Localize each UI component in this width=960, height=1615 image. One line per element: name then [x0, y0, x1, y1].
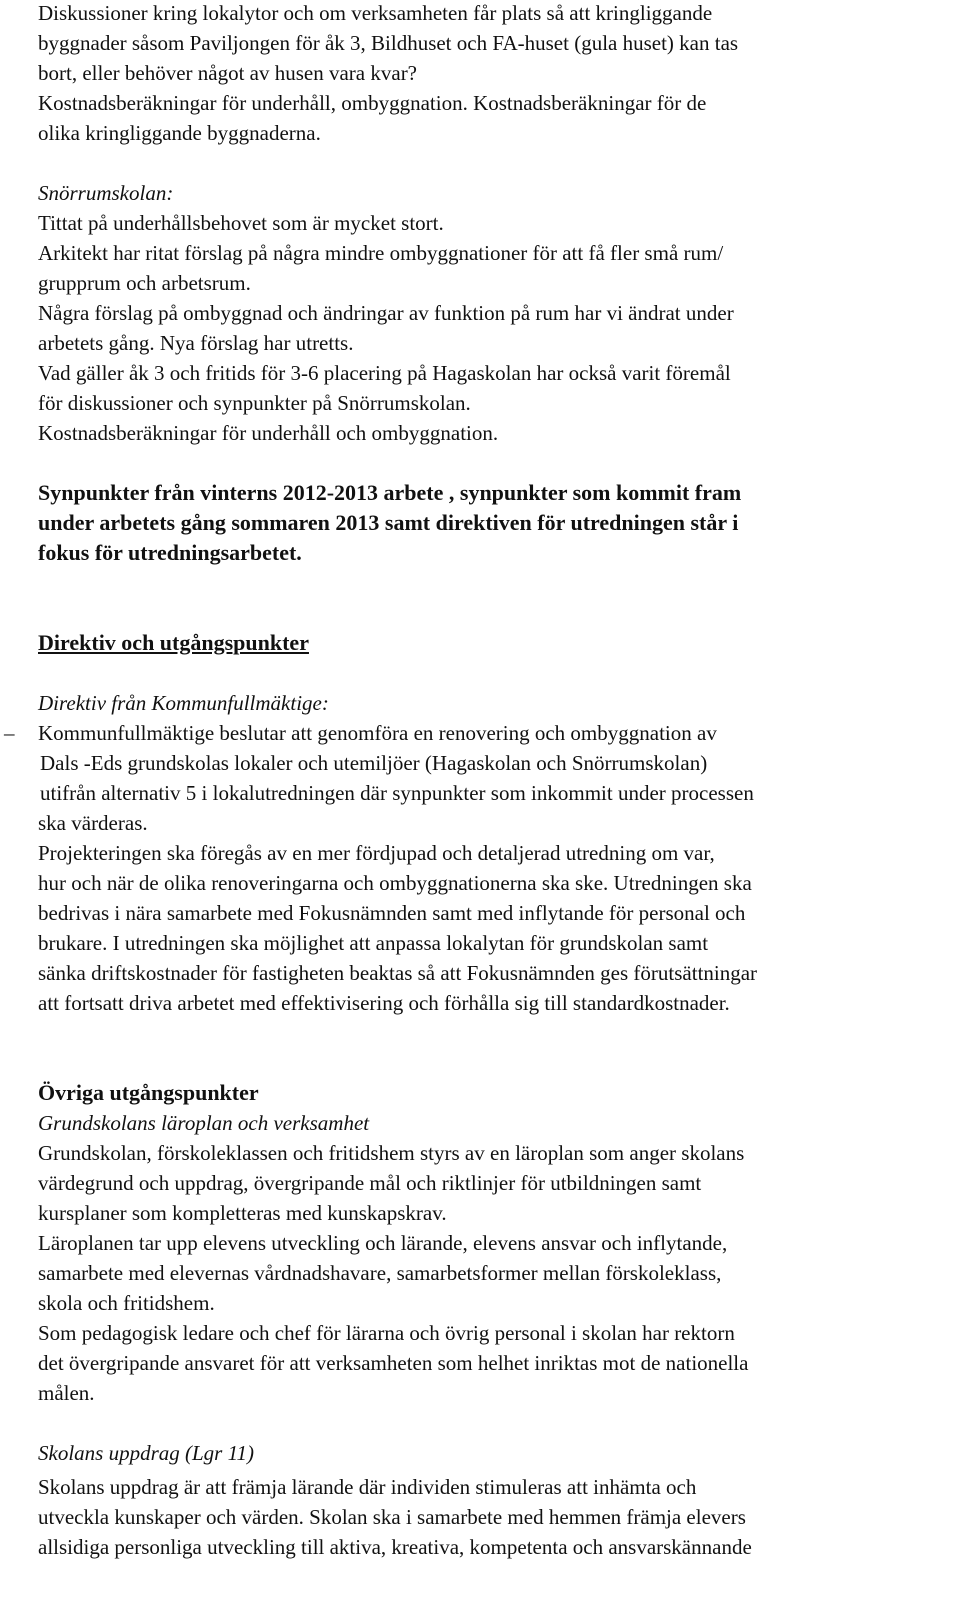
- document-body: [4, 0, 938, 1562]
- section-subheading: Grundskolans läroplan och verksamhet: [38, 1111, 370, 1135]
- text-line: allsidiga personliga utveckling till aktiva, kreativa, kompetenta och ansvarskännande: [38, 1535, 752, 1559]
- text-line: Arkitekt har ritat förslag på några mindre ombyggnationer för att få fler små rum/: [38, 241, 724, 265]
- text-line: byggnader såsom Paviljongen för åk 3, Bildhuset och FA-huset (gula huset) kan tas: [38, 31, 739, 55]
- text-line: skola och fritidshem.: [38, 1291, 215, 1315]
- ovriga-section: [38, 1078, 938, 1408]
- text-line: Skolans uppdrag är att främja lärande där individen stimuleras att inhämta och: [38, 1475, 697, 1499]
- section-subheading: Direktiv från Kommunfullmäktige:: [38, 691, 329, 715]
- section-subheading: Skolans uppdrag (Lgr 11): [38, 1441, 255, 1465]
- text-line: Vad gäller åk 3 och fritids för 3-6 placering på Hagaskolan har också varit föremål: [38, 361, 731, 385]
- snorrum-section: [38, 178, 938, 448]
- text-line: värdegrund och uppdrag, övergripande mål och riktlinjer för utbildningen samt: [38, 1171, 702, 1195]
- text-line: olika kringliggande byggnaderna.: [38, 121, 321, 145]
- bullet-line: [4, 718, 938, 748]
- text-line: Tittat på underhållsbehovet som är mycket stort.: [38, 211, 444, 235]
- dash-bullet: –: [4, 721, 15, 745]
- uppdrag-section: [38, 1438, 938, 1562]
- bold-text-line: Synpunkter från vinterns 2012-2013 arbete , synpunkter som kommit fram: [38, 480, 742, 505]
- text-line: Grundskolan, förskoleklassen och fritidshem styrs av en läroplan som anger skolans: [38, 1141, 745, 1165]
- intro-paragraph: [38, 0, 938, 148]
- bold-text-line: fokus för utredningsarbetet.: [38, 540, 302, 565]
- text-line: Några förslag på ombyggnad och ändringar av funktion på rum har vi ändrat under: [38, 301, 734, 325]
- text-line: målen.: [38, 1381, 95, 1405]
- text-line: bedrivas i nära samarbete med Fokusnämnden samt med inflytande för personal och: [38, 901, 746, 925]
- synpunkter-paragraph: [38, 478, 938, 568]
- text-line: Kostnadsberäkningar för underhåll och ombyggnation.: [38, 421, 499, 445]
- text-line: hur och när de olika renoveringarna och ombyggnationerna ska ske. Utredningen ska: [38, 871, 752, 895]
- text-line: Diskussioner kring lokalytor och om verksamheten får plats så att kringliggande: [38, 1, 713, 25]
- text-line: arbetets gång. Nya förslag har utretts.: [38, 331, 354, 355]
- text-line: utveckla kunskaper och värden. Skolan ska i samarbete med hemmen främja elevers: [38, 1505, 746, 1529]
- text-line: sänka driftskostnader för fastigheten beaktas så att Fokusnämnden ges förutsättningar: [38, 961, 758, 985]
- section-heading: Direktiv och utgångspunkter: [38, 630, 309, 655]
- section-heading: Övriga utgångspunkter: [38, 1080, 259, 1105]
- text-line: samarbete med elevernas vårdnadshavare, samarbetsformer mellan förskoleklass,: [38, 1261, 722, 1285]
- text-line: Kostnadsberäkningar för underhåll, ombyggnation. Kostnadsberäkningar för de: [38, 91, 707, 115]
- text-line: Dals -Eds grundskolas lokaler och utemiljöer (Hagaskolan och Snörrumskolan): [40, 751, 708, 775]
- text-line: brukare. I utredningen ska möjlighet att anpassa lokalytan för grundskolan samt: [38, 931, 709, 955]
- text-line: Läroplanen tar upp elevens utveckling och lärande, elevens ansvar och inflytande,: [38, 1231, 728, 1255]
- text-line: grupprum och arbetsrum.: [38, 271, 251, 295]
- text-line: utifrån alternativ 5 i lokalutredningen där synpunkter som inkommit under processen: [40, 781, 754, 805]
- text-line: att fortsatt driva arbetet med effektivisering och förhålla sig till standardkostnader.: [38, 991, 730, 1015]
- text-line: för diskussioner och synpunkter på Snörrumskolan.: [38, 391, 471, 415]
- direktiv-section: [4, 628, 938, 1018]
- bullet-text: Kommunfullmäktige beslutar att genomföra en renovering och ombyggnation av: [38, 721, 717, 745]
- text-line: Som pedagogisk ledare och chef för lärarna och övrig personal i skolan har rektorn: [38, 1321, 735, 1345]
- text-line: bort, eller behöver något av husen vara kvar?: [38, 61, 418, 85]
- text-line: Projekteringen ska föregås av en mer fördjupad och detaljerad utredning om var,: [38, 841, 715, 865]
- bold-text-line: under arbetets gång sommaren 2013 samt direktiven för utredningen står i: [38, 510, 739, 535]
- text-line: det övergripande ansvaret för att verksamheten som helhet inriktas mot de nationella: [38, 1351, 749, 1375]
- section-subheading: Snörrumskolan:: [38, 181, 174, 205]
- text-line: ska värderas.: [38, 811, 148, 835]
- text-line: kursplaner som kompletteras med kunskapskrav.: [38, 1201, 447, 1225]
